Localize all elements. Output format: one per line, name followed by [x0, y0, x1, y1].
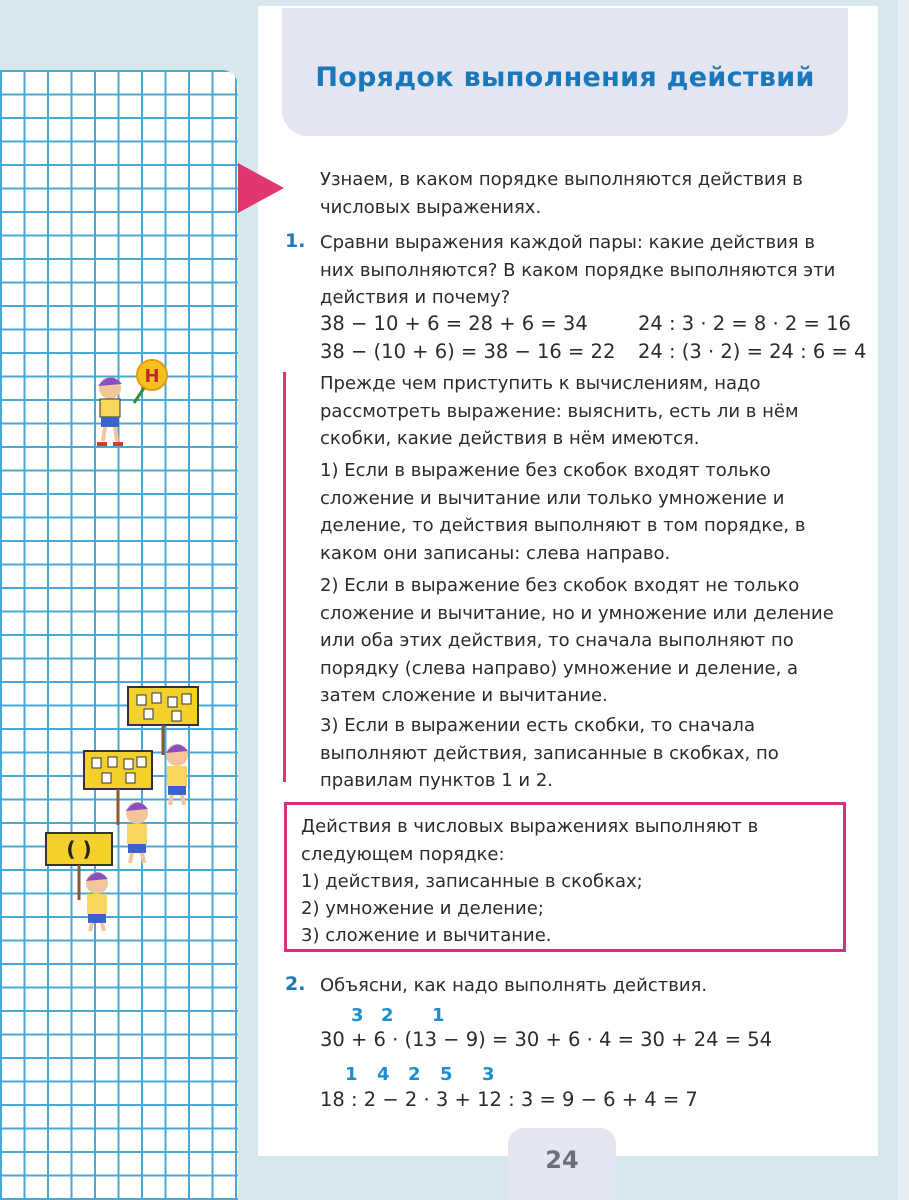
task-2-equation-2: 18 : 2 − 2 · 3 + 12 : 3 = 9 − 6 + 4 = 7 — [320, 1088, 698, 1111]
grid-margin — [0, 70, 238, 1200]
order-mark: 2 — [408, 1064, 421, 1085]
pointer-arrow-icon — [238, 163, 284, 213]
order-mark: 4 — [377, 1064, 390, 1085]
order-mark: 5 — [440, 1064, 453, 1085]
rule-head: Действия в числовых выражениях выполняют в следующем порядке: — [301, 816, 759, 865]
rule-box — [284, 802, 846, 952]
scrollbar[interactable] — [898, 0, 909, 1200]
task-1-text: Сравни выражения каждой пары: какие действия в них выполняются? В каком порядке выполняются эти действия и почему? — [320, 232, 836, 308]
rule-item-1: 1) действия, записанные в скобках; — [301, 871, 643, 892]
kids-with-signs-illustration — [42, 685, 207, 935]
page-number: 24 — [545, 1146, 579, 1174]
equation-left-1: 38 − 10 + 6 = 28 + 6 = 34 — [320, 312, 588, 335]
task-2-text: Объясни, как надо выполнять действия. — [320, 975, 708, 996]
order-mark: 1 — [345, 1064, 358, 1085]
equation-left-2: 38 − (10 + 6) = 38 − 16 = 22 — [320, 340, 616, 363]
intro-text: Узнаем, в каком порядке выполняются действия в числовых выражениях. — [320, 169, 803, 218]
task-2-number: 2. — [285, 973, 306, 995]
explanation-point-2: 2) Если в выражение без скобок входят не только сложение и вычитание, но и умножение или деление или оба этих действия, то сначала выполняют по порядку (слева направо) умножение и деление, а затем сложение и вычитание. — [320, 575, 834, 706]
order-mark: 2 — [381, 1005, 394, 1026]
explanation-point-1: 1) Если в выражение без скобок входят только сложение и вычитание или только умножение и деление, то действия выполняют в том порядке, в каком они записаны: слева направо. — [320, 460, 806, 564]
equation-right-2: 24 : (3 · 2) = 24 : 6 = 4 — [638, 340, 867, 363]
order-mark: 3 — [482, 1064, 495, 1085]
boy-with-flower-illustration — [82, 358, 182, 453]
order-mark: 1 — [432, 1005, 445, 1026]
order-mark: 3 — [351, 1005, 364, 1026]
explanation-point-3: 3) Если в выражении есть скобки, то сначала выполняют действия, записанные в скобках, по правилам пунктов 1 и 2. — [320, 715, 779, 791]
equation-right-1: 24 : 3 · 2 = 8 · 2 = 16 — [638, 312, 851, 335]
explanation-lead: Прежде чем приступить к вычислениям, надо рассмотреть выражение: выяснить, есть ли в нём скобки, какие действия в нём имеются. — [320, 373, 799, 449]
page-title: Порядок выполнения действий — [315, 62, 815, 93]
badge-letter: Н — [144, 366, 160, 387]
sign-brackets: ( ) — [66, 837, 92, 861]
task-2-equation-1: 30 + 6 · (13 − 9) = 30 + 6 · 4 = 30 + 24 = 54 — [320, 1028, 773, 1051]
rule-item-2: 2) умножение и деление; — [301, 898, 544, 919]
task-1-number: 1. — [285, 230, 306, 252]
rule-item-3: 3) сложение и вычитание. — [301, 925, 552, 946]
explanation-margin-line — [283, 372, 286, 782]
